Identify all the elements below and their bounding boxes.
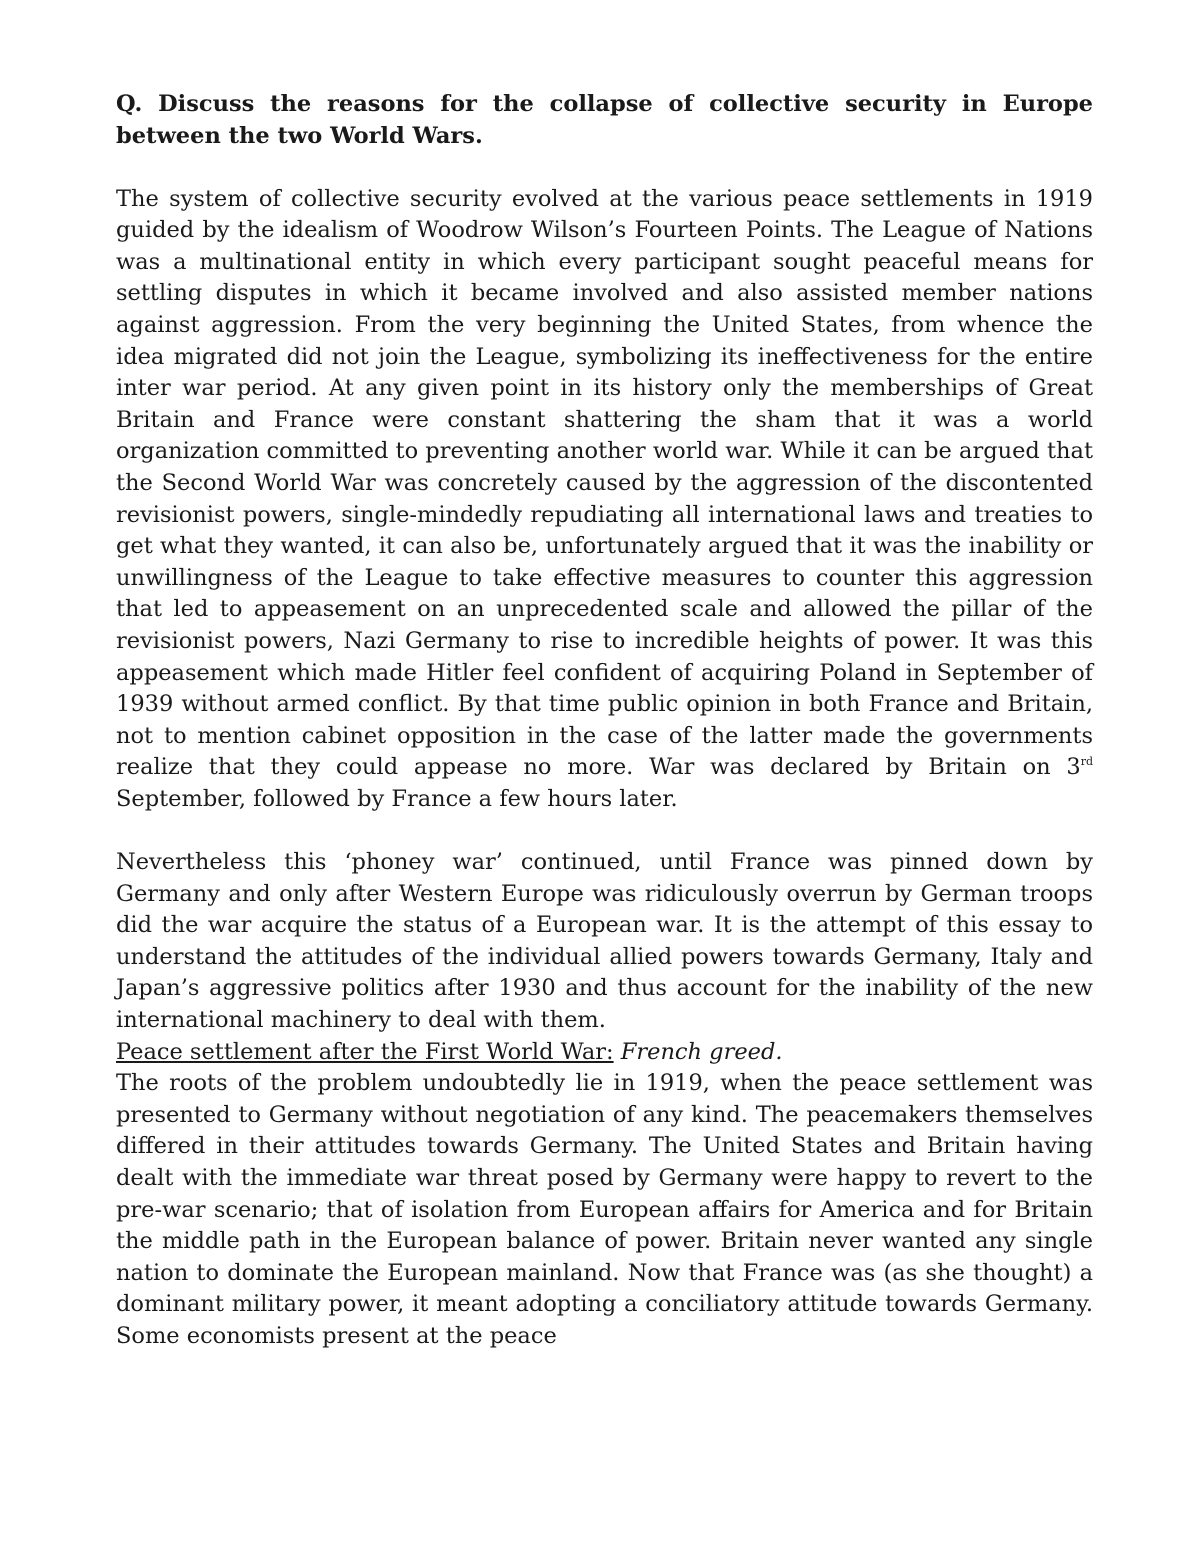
paragraph-peace-settlement: The roots of the problem undoubtedly lie in 1919, when the peace settlement was presented to Germany without negotiation of any kind. The peacemakers themselves differed in their attitudes towards Germany. The United States and Britain having dealt with the immediate war threat posed by Germany were happy to revert to the pre-war scenario; that of isolation from European affairs for America and for Britain the middle path in the European balance of power. Britain never wanted any single nation to dominate the European mainland. Now that France was (as she thought) a dominant military power, it meant adopting a conciliatory attitude towards Germany. Some economists present at the peace [116, 1070, 1093, 1349]
paragraph-phoney-war: Nevertheless this ‘phoney war’ continued, until France was pinned down by Germany and only after Western Europe was ridiculously overrun by German troops did the war acquire the status of a European war. It is the attempt of this essay to understand the attitudes of the individual allied powers towards Germany, Italy and Japan’s aggressive politics after 1930 and thus account for the inability of the new international machinery to deal with them. [116, 849, 1093, 1034]
section-title-italic: French greed. [613, 1038, 783, 1065]
question-heading: Q. Discuss the reasons for the collapse of collective security in Europe between the two World Wars. [116, 91, 1093, 149]
document-body [116, 88, 1093, 1353]
paragraph-introduction [116, 184, 1093, 816]
section-title [116, 1037, 1093, 1069]
paragraph-introduction-end: September, followed by France a few hours later. [116, 785, 678, 812]
ordinal-superscript: rd [1080, 755, 1093, 769]
paragraph-introduction-text: The system of collective security evolved at the various peace settlements in 1919 guided by the idealism of Woodrow Wilson’s Fourteen Points. The League of Nations was a multinational entity in which every participant sought peaceful means for settling disputes in which it became involved and also assisted member nations against aggression. From the very beginning the United States, from whence the idea migrated did not join the League, symbolizing its ineffectiveness for the entire inter war period. At any given point in its history only the memberships of Great Britain and France were constant shattering the sham that it was a world organization committed to preventing another world war. While it can be argued that the Second World War was concretely caused by the aggression of the discontented revisionist powers, single-mindedly repudiating all international laws and treaties to get what they wanted, it can also be, unfortunately argued that it was the inability or unwillingness of the League to take effective measures to counter this aggression that led to appeasement on an unprecedented scale and allowed the pillar of the revisionist powers, Nazi Germany to rise to incredible heights of power. It was this appeasement which made Hitler feel confident of acquiring Poland in September of 1939 without armed conflict. By that time public opinion in both France and Britain, not to mention cabinet opposition in the case of the latter made the governments realize that they could appease no more. War was declared by Britain on 3 [116, 185, 1093, 781]
section-title-underlined: Peace settlement after the First World War: [116, 1038, 614, 1065]
